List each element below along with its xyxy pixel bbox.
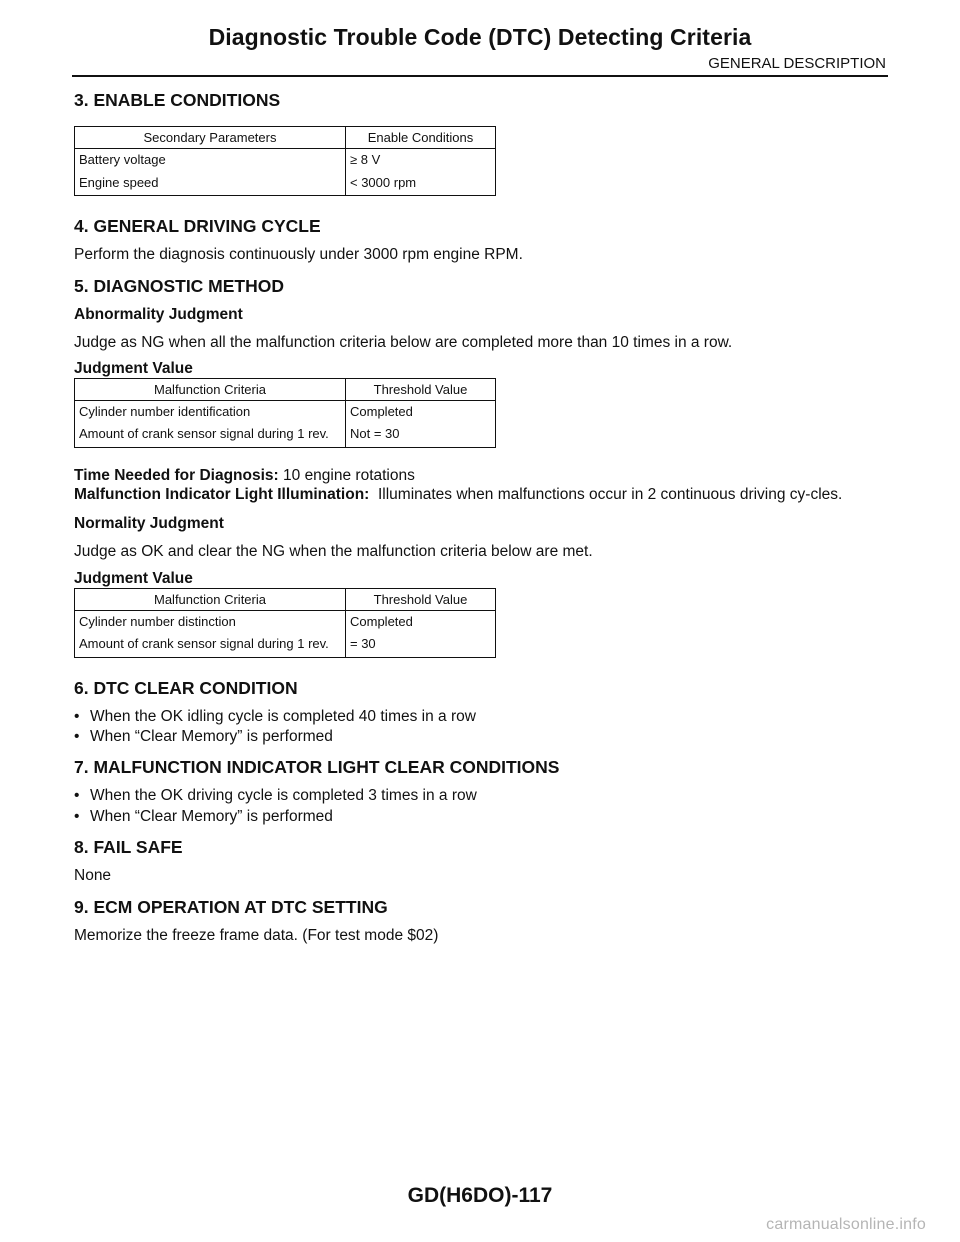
list-item bbox=[74, 727, 894, 747]
heading-normality-judgment: Normality Judgment bbox=[74, 515, 224, 533]
abnormality-judgment-table bbox=[74, 378, 496, 449]
list-item-text: When “Clear Memory” is performed bbox=[90, 807, 333, 825]
table-cell: Amount of crank sensor signal during 1 rev. bbox=[75, 633, 346, 658]
table-row bbox=[75, 149, 496, 172]
table-header-row bbox=[75, 378, 496, 400]
document-body bbox=[74, 86, 894, 946]
bullet: • bbox=[74, 708, 80, 726]
table-cell: ≥ 8 V bbox=[346, 149, 496, 172]
table-cell: Amount of crank sensor signal during 1 rev. bbox=[75, 423, 346, 448]
driving-cycle-text: Perform the diagnosis continuously under 3000 rpm engine RPM. bbox=[74, 245, 523, 263]
mil-illumination-line bbox=[74, 486, 894, 505]
table-cell: Battery voltage bbox=[75, 149, 346, 172]
table-cell: Completed bbox=[346, 610, 496, 633]
judgment-value-label: Judgment Value bbox=[74, 569, 193, 587]
enable-conditions-table bbox=[74, 126, 496, 196]
table-cell: Engine speed bbox=[75, 171, 346, 195]
normality-judgment-table bbox=[74, 588, 496, 659]
table-header: Secondary Parameters bbox=[75, 127, 346, 149]
table-row bbox=[75, 633, 496, 658]
list-item-text: When the OK idling cycle is completed 40 times in a row bbox=[90, 708, 476, 726]
table-header: Malfunction Criteria bbox=[75, 378, 346, 400]
section-subtitle: GENERAL DESCRIPTION bbox=[708, 55, 886, 72]
fail-safe-text: None bbox=[74, 866, 112, 884]
bullet: • bbox=[74, 807, 80, 825]
normality-text: Judge as OK and clear the NG when the malfunction criteria below are met. bbox=[74, 543, 593, 561]
judgment-value-label: Judgment Value bbox=[74, 359, 193, 377]
list-item-text: When “Clear Memory” is performed bbox=[90, 728, 333, 746]
heading-ecm-operation: 9. ECM OPERATION AT DTC SETTING bbox=[74, 896, 388, 917]
bullet: • bbox=[74, 728, 80, 746]
table-header: Malfunction Criteria bbox=[75, 588, 346, 610]
table-row bbox=[75, 423, 496, 448]
table-header-row bbox=[75, 588, 496, 610]
time-needed-value: 10 engine rotations bbox=[283, 467, 415, 485]
table-cell: Cylinder number distinction bbox=[75, 610, 346, 633]
table-header: Enable Conditions bbox=[346, 127, 496, 149]
heading-dtc-clear-condition: 6. DTC CLEAR CONDITION bbox=[74, 678, 298, 699]
mil-clear-list bbox=[74, 786, 894, 826]
table-header: Threshold Value bbox=[346, 378, 496, 400]
heading-fail-safe: 8. FAIL SAFE bbox=[74, 836, 183, 857]
heading-diagnostic-method: 5. DIAGNOSTIC METHOD bbox=[74, 275, 285, 296]
table-cell: Not = 30 bbox=[346, 423, 496, 448]
list-item bbox=[74, 807, 894, 827]
abnormality-text: Judge as NG when all the malfunction criteria below are completed more than 10 times in a row. bbox=[74, 333, 733, 351]
list-item bbox=[74, 786, 894, 806]
table-row bbox=[75, 171, 496, 195]
header-divider bbox=[72, 75, 888, 77]
watermark: carmanualsonline.info bbox=[766, 1216, 926, 1233]
list-item-text: When the OK driving cycle is completed 3 times in a row bbox=[90, 787, 477, 805]
table-cell: Completed bbox=[346, 400, 496, 423]
table-row bbox=[75, 610, 496, 633]
table-cell: = 30 bbox=[346, 633, 496, 658]
heading-general-driving-cycle: 4. GENERAL DRIVING CYCLE bbox=[74, 215, 321, 236]
page-number: GD(H6DO)-117 bbox=[407, 1184, 553, 1207]
mil-illumination-label: Malfunction Indicator Light Illumination: bbox=[74, 485, 370, 503]
time-needed-label: Time Needed for Diagnosis: bbox=[74, 467, 279, 485]
heading-enable-conditions: 3. ENABLE CONDITIONS bbox=[74, 90, 281, 110]
table-row bbox=[75, 400, 496, 423]
table-cell: < 3000 rpm bbox=[346, 171, 496, 195]
table-cell: Cylinder number identification bbox=[75, 400, 346, 423]
heading-abnormality-judgment: Abnormality Judgment bbox=[74, 305, 243, 323]
mil-illumination-value: Illuminates when malfunctions occur in 2 continuous driving cy-cles. bbox=[377, 485, 843, 503]
ecm-operation-text: Memorize the freeze frame data. (For test mode $02) bbox=[74, 926, 439, 944]
bullet: • bbox=[74, 787, 80, 805]
heading-mil-clear-conditions: 7. MALFUNCTION INDICATOR LIGHT CLEAR CONDITIONS bbox=[74, 757, 560, 778]
page-title: Diagnostic Trouble Code (DTC) Detecting Criteria bbox=[208, 24, 752, 50]
dtc-clear-list bbox=[74, 707, 894, 747]
time-needed-line bbox=[74, 467, 894, 486]
list-item bbox=[74, 707, 894, 727]
table-header: Threshold Value bbox=[346, 588, 496, 610]
table-header-row bbox=[75, 127, 496, 149]
